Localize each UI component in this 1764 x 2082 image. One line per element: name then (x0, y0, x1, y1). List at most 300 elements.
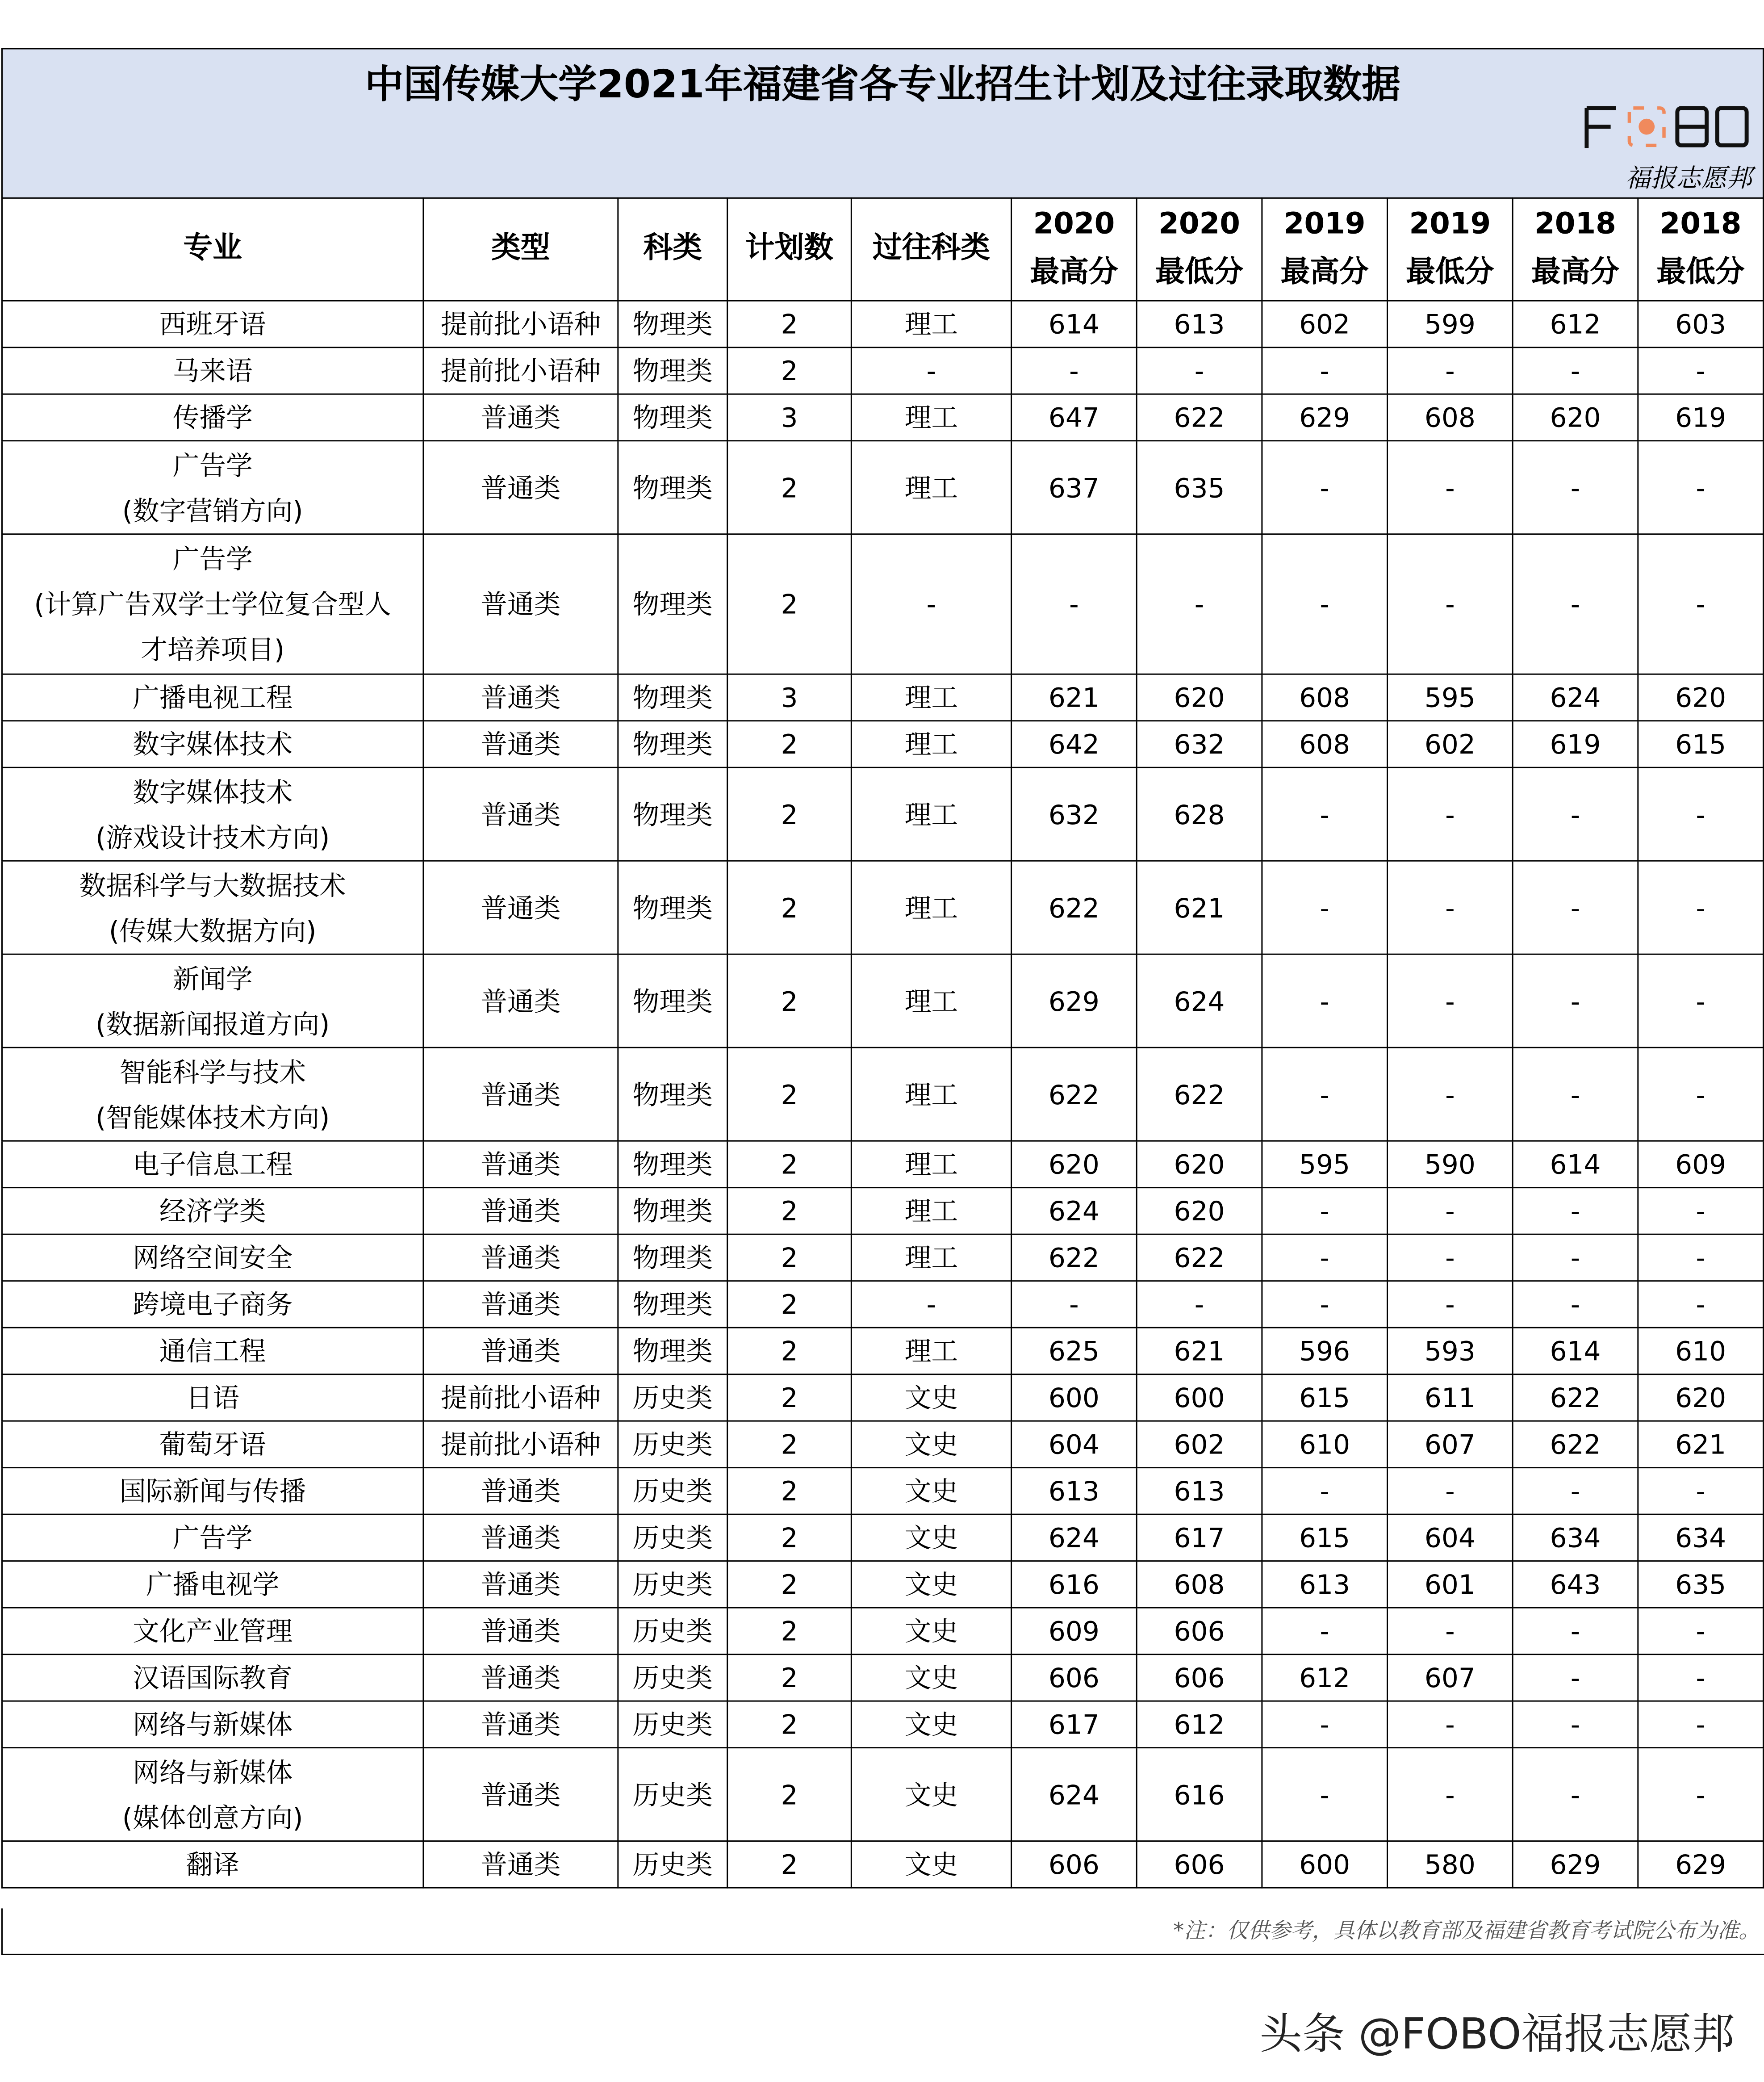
score-2018-max: - (1513, 1047, 1638, 1141)
score-2018-min: 610 (1638, 1328, 1764, 1374)
major-name-cell (2, 1561, 423, 1608)
watermark: 头条 @FOBO福报志愿邦 (1259, 2008, 1735, 2059)
score-2020-max: - (1012, 1281, 1137, 1328)
table-row (2, 1608, 1763, 1654)
major-name-line: 数字媒体技术 (133, 728, 293, 760)
score-2019-min: 602 (1388, 721, 1513, 767)
past-subject-cell: - (851, 534, 1011, 674)
column-header-line: 2020 (1033, 208, 1115, 242)
score-2018-min: 621 (1638, 1421, 1764, 1467)
major-name-line: 电子信息工程 (133, 1148, 293, 1181)
score-2019-max: 600 (1262, 1841, 1388, 1888)
major-name-cell (2, 534, 423, 674)
score-2018-max: - (1513, 1608, 1638, 1654)
subject-cell: 历史类 (618, 1701, 727, 1747)
table-row (2, 1047, 1763, 1141)
major-name-cell (2, 441, 423, 534)
score-2019-max: - (1262, 534, 1388, 674)
subject-cell: 物理类 (618, 861, 727, 954)
score-2018-min: - (1638, 1468, 1764, 1514)
major-name-line: 广播电视工程 (133, 681, 293, 714)
major-name-line: 广告学 (172, 1521, 253, 1554)
score-2018-min: - (1638, 441, 1764, 534)
subject-cell: 物理类 (618, 1281, 727, 1328)
score-2020-min: 622 (1137, 1234, 1262, 1281)
table-row (2, 861, 1763, 954)
subject-cell: 物理类 (618, 441, 727, 534)
score-2020-min: 606 (1137, 1841, 1262, 1888)
plan-count-cell: 2 (727, 1047, 852, 1141)
column-header (727, 198, 852, 301)
score-2019-max: - (1262, 441, 1388, 534)
type-cell: 普通类 (423, 394, 618, 440)
score-2020-max: - (1012, 348, 1137, 394)
past-subject-cell: 理工 (851, 674, 1011, 721)
score-2019-max: - (1262, 348, 1388, 394)
table-row (2, 441, 1763, 534)
score-2018-max: - (1513, 441, 1638, 534)
score-2020-min: 600 (1137, 1374, 1262, 1421)
column-header (1137, 198, 1262, 301)
score-2018-max: - (1513, 1188, 1638, 1234)
major-name-line: 马来语 (172, 355, 253, 387)
score-2018-max: - (1513, 1748, 1638, 1841)
subject-cell: 物理类 (618, 1188, 727, 1234)
major-name-line: 广告学 (172, 448, 253, 481)
type-cell: 提前批小语种 (423, 348, 618, 394)
subject-cell: 历史类 (618, 1514, 727, 1561)
score-2020-min: 628 (1137, 767, 1262, 861)
major-name-line: (媒体创意方向) (122, 1801, 303, 1833)
score-2020-min: 606 (1137, 1608, 1262, 1654)
type-cell: 普通类 (423, 954, 618, 1047)
past-subject-cell: 文史 (851, 1561, 1011, 1608)
fobo-logo-icon (1581, 103, 1752, 151)
score-2020-max: 647 (1012, 394, 1137, 440)
type-cell: 普通类 (423, 534, 618, 674)
score-2019-max: 612 (1262, 1655, 1388, 1701)
table-header-row (2, 198, 1763, 301)
subject-cell: 历史类 (618, 1468, 727, 1514)
major-name-cell (2, 394, 423, 440)
past-subject-cell: 理工 (851, 1234, 1011, 1281)
score-2018-max: 614 (1513, 1141, 1638, 1187)
score-2018-max: - (1513, 534, 1638, 674)
major-name-line: 国际新闻与传播 (119, 1475, 306, 1507)
score-2018-max: 634 (1513, 1514, 1638, 1561)
score-2020-max: 609 (1012, 1608, 1137, 1654)
past-subject-cell: 理工 (851, 301, 1011, 347)
column-header-line: 2020 (1158, 208, 1240, 242)
subject-cell: 物理类 (618, 674, 727, 721)
score-2020-min: 620 (1137, 1188, 1262, 1234)
type-cell: 提前批小语种 (423, 301, 618, 347)
score-2018-min: - (1638, 1234, 1764, 1281)
major-name-cell (2, 1188, 423, 1234)
subject-cell: 历史类 (618, 1561, 727, 1608)
type-cell: 普通类 (423, 1234, 618, 1281)
major-name-cell (2, 1421, 423, 1467)
major-name-cell (2, 1514, 423, 1561)
score-2019-max: 608 (1262, 721, 1388, 767)
plan-count-cell: 2 (727, 954, 852, 1047)
table-row (2, 1655, 1763, 1701)
score-2019-min: 608 (1388, 394, 1513, 440)
score-2020-max: 606 (1012, 1841, 1137, 1888)
plan-count-cell: 2 (727, 767, 852, 861)
score-2020-min: 606 (1137, 1655, 1262, 1701)
score-2020-max: 632 (1012, 767, 1137, 861)
plan-count-cell: 2 (727, 721, 852, 767)
major-name-cell (2, 721, 423, 767)
plan-count-cell: 2 (727, 534, 852, 674)
plan-count-cell: 2 (727, 1468, 852, 1514)
score-2019-min: 590 (1388, 1141, 1513, 1187)
type-cell: 普通类 (423, 767, 618, 861)
score-2020-min: 622 (1137, 394, 1262, 440)
column-header-line: 专业 (183, 232, 242, 266)
score-2019-max: 608 (1262, 674, 1388, 721)
plan-count-cell: 2 (727, 1561, 852, 1608)
major-name-cell (2, 1608, 423, 1654)
score-2018-max: - (1513, 861, 1638, 954)
major-name-line: 数据科学与大数据技术 (79, 869, 346, 901)
subject-cell: 物理类 (618, 767, 727, 861)
major-name-cell (2, 1655, 423, 1701)
subject-cell: 历史类 (618, 1748, 727, 1841)
major-name-line: (传媒大数据方向) (109, 914, 317, 947)
score-2020-max: 624 (1012, 1188, 1137, 1234)
table-row (2, 1701, 1763, 1747)
table-row (2, 1468, 1763, 1514)
table-row (2, 301, 1763, 347)
column-header-line: 2019 (1409, 208, 1491, 242)
table-row (2, 1374, 1763, 1421)
subject-cell: 物理类 (618, 534, 727, 674)
past-subject-cell: 理工 (851, 441, 1011, 534)
type-cell: 普通类 (423, 1328, 618, 1374)
score-2018-min: - (1638, 1701, 1764, 1747)
table-row (2, 394, 1763, 440)
score-2020-max: 613 (1012, 1468, 1137, 1514)
past-subject-cell: 理工 (851, 394, 1011, 440)
plan-count-cell: 2 (727, 348, 852, 394)
score-2018-max: - (1513, 1281, 1638, 1328)
score-2018-max: 622 (1513, 1421, 1638, 1467)
type-cell: 普通类 (423, 1561, 618, 1608)
score-2018-max: - (1513, 1234, 1638, 1281)
major-name-line: (计算广告双学士学位复合型人 (34, 588, 391, 620)
score-2019-min: 593 (1388, 1328, 1513, 1374)
table-row (2, 1281, 1763, 1328)
subject-cell: 物理类 (618, 394, 727, 440)
column-header-line: 过往科类 (873, 232, 990, 266)
score-2019-min: - (1388, 767, 1513, 861)
major-name-line: (数字营销方向) (122, 494, 303, 526)
score-2020-min: - (1137, 534, 1262, 674)
score-2019-max: - (1262, 1701, 1388, 1747)
score-2018-max: 624 (1513, 674, 1638, 721)
subject-cell: 历史类 (618, 1608, 727, 1654)
score-2019-min: - (1388, 954, 1513, 1047)
score-2020-min: 620 (1137, 674, 1262, 721)
major-name-cell (2, 861, 423, 954)
type-cell: 普通类 (423, 1468, 618, 1514)
score-2018-min: - (1638, 1748, 1764, 1841)
score-2020-max: 624 (1012, 1514, 1137, 1561)
score-2018-min: - (1638, 348, 1764, 394)
past-subject-cell: - (851, 348, 1011, 394)
table-row (2, 348, 1763, 394)
score-2018-min: 619 (1638, 394, 1764, 440)
score-2020-min: 635 (1137, 441, 1262, 534)
score-2019-max: 615 (1262, 1374, 1388, 1421)
table-row (2, 721, 1763, 767)
score-2019-min: 601 (1388, 1561, 1513, 1608)
past-subject-cell: 文史 (851, 1468, 1011, 1514)
score-2019-min: 580 (1388, 1841, 1513, 1888)
score-2018-max: 643 (1513, 1561, 1638, 1608)
page-title: 中国传媒大学2021年福建省各专业招生计划及过往录取数据 (364, 61, 1400, 107)
logo-subtitle: 福报志愿邦 (1625, 164, 1752, 193)
major-name-line: (数据新闻报道方向) (96, 1007, 330, 1040)
score-2019-min: 607 (1388, 1421, 1513, 1467)
score-2020-max: 622 (1012, 1047, 1137, 1141)
major-name-line: 网络与新媒体 (133, 1708, 293, 1741)
plan-count-cell: 2 (727, 1141, 852, 1187)
table-row (2, 1141, 1763, 1187)
score-2020-max: 614 (1012, 301, 1137, 347)
score-2018-min: - (1638, 954, 1764, 1047)
score-2020-max: 616 (1012, 1561, 1137, 1608)
plan-count-cell: 2 (727, 1701, 852, 1747)
plan-count-cell: 2 (727, 1328, 852, 1374)
major-name-cell (2, 348, 423, 394)
score-2020-min: 608 (1137, 1561, 1262, 1608)
score-2018-min: 609 (1638, 1141, 1764, 1187)
major-name-line: 网络与新媒体 (133, 1755, 293, 1788)
score-2018-min: - (1638, 861, 1764, 954)
score-2019-max: - (1262, 1234, 1388, 1281)
subject-cell: 历史类 (618, 1421, 727, 1467)
column-header (2, 198, 423, 301)
table-row (2, 767, 1763, 861)
column-header-line: 最低分 (1406, 256, 1494, 289)
past-subject-cell: 理工 (851, 1328, 1011, 1374)
type-cell: 普通类 (423, 1701, 618, 1747)
major-name-cell (2, 1281, 423, 1328)
column-header-line: 最高分 (1280, 256, 1369, 289)
type-cell: 普通类 (423, 1655, 618, 1701)
score-2020-max: 620 (1012, 1141, 1137, 1187)
past-subject-cell: 理工 (851, 767, 1011, 861)
type-cell: 普通类 (423, 1841, 618, 1888)
score-2018-max: - (1513, 767, 1638, 861)
column-header (1012, 198, 1137, 301)
score-2019-max: 613 (1262, 1561, 1388, 1608)
score-2020-min: 613 (1137, 1468, 1262, 1514)
major-name-cell (2, 1701, 423, 1747)
score-2019-min: - (1388, 1608, 1513, 1654)
score-2018-min: 629 (1638, 1841, 1764, 1888)
major-name-line: 文化产业管理 (133, 1615, 293, 1647)
major-name-cell (2, 301, 423, 347)
past-subject-cell: 理工 (851, 861, 1011, 954)
subject-cell: 物理类 (618, 1234, 727, 1281)
score-2020-max: 642 (1012, 721, 1137, 767)
major-name-cell (2, 1234, 423, 1281)
major-name-line: (智能媒体技术方向) (96, 1101, 330, 1133)
past-subject-cell: 文史 (851, 1748, 1011, 1841)
table-row (2, 954, 1763, 1047)
score-2018-max: - (1513, 1701, 1638, 1747)
score-2019-max: 615 (1262, 1514, 1388, 1561)
major-name-line: 西班牙语 (159, 308, 266, 340)
score-2019-min: - (1388, 861, 1513, 954)
score-2018-max: 619 (1513, 721, 1638, 767)
score-2018-min: - (1638, 767, 1764, 861)
column-header-line: 科类 (643, 232, 702, 266)
score-2018-max: - (1513, 348, 1638, 394)
score-2019-max: - (1262, 1281, 1388, 1328)
score-2019-min: - (1388, 348, 1513, 394)
past-subject-cell: 理工 (851, 721, 1011, 767)
score-2019-max: - (1262, 861, 1388, 954)
subject-cell: 物理类 (618, 301, 727, 347)
major-name-line: 日语 (186, 1382, 239, 1414)
major-name-cell (2, 1748, 423, 1841)
score-2019-max: - (1262, 1047, 1388, 1141)
score-2020-max: - (1012, 534, 1137, 674)
major-name-line: 网络空间安全 (133, 1241, 293, 1274)
score-2018-min: - (1638, 1655, 1764, 1701)
score-2020-min: 602 (1137, 1421, 1262, 1467)
past-subject-cell: 理工 (851, 1141, 1011, 1187)
column-header-line: 2018 (1659, 208, 1742, 242)
score-2019-max: - (1262, 954, 1388, 1047)
plan-count-cell: 2 (727, 1841, 852, 1888)
column-header-line: 计划数 (745, 232, 833, 266)
plan-count-cell: 2 (727, 1421, 852, 1467)
footnote: *注：仅供参考，具体以教育部及福建省教育考试院公布为准。 (1, 1908, 1764, 1955)
table-row (2, 674, 1763, 721)
type-cell: 普通类 (423, 1608, 618, 1654)
major-name-line: 经济学类 (159, 1195, 266, 1227)
score-2020-min: 616 (1137, 1748, 1262, 1841)
table-row (2, 1561, 1763, 1608)
major-name-cell (2, 1328, 423, 1374)
major-name-line: 才培养项目) (141, 633, 285, 666)
major-name-line: 汉语国际教育 (133, 1662, 293, 1694)
plan-count-cell: 2 (727, 1748, 852, 1841)
score-2019-min: 595 (1388, 674, 1513, 721)
subject-cell: 历史类 (618, 1841, 727, 1888)
score-2019-max: 629 (1262, 394, 1388, 440)
score-2020-min: 617 (1137, 1514, 1262, 1561)
plan-count-cell: 2 (727, 1188, 852, 1234)
score-2020-min: 632 (1137, 721, 1262, 767)
major-name-cell (2, 674, 423, 721)
score-2020-max: 637 (1012, 441, 1137, 534)
past-subject-cell: 理工 (851, 954, 1011, 1047)
score-2020-max: 625 (1012, 1328, 1137, 1374)
score-2018-min: 634 (1638, 1514, 1764, 1561)
type-cell: 提前批小语种 (423, 1374, 618, 1421)
past-subject-cell: 文史 (851, 1374, 1011, 1421)
score-2018-max: 622 (1513, 1374, 1638, 1421)
type-cell: 普通类 (423, 1514, 618, 1561)
column-header (1262, 198, 1388, 301)
score-2018-max: - (1513, 954, 1638, 1047)
type-cell: 普通类 (423, 441, 618, 534)
major-name-cell (2, 1047, 423, 1141)
major-name-cell (2, 1468, 423, 1514)
score-2018-min: - (1638, 1047, 1764, 1141)
subject-cell: 物理类 (618, 954, 727, 1047)
score-2019-min: - (1388, 441, 1513, 534)
score-2018-max: - (1513, 1468, 1638, 1514)
plan-count-cell: 2 (727, 301, 852, 347)
score-2018-min: - (1638, 534, 1764, 674)
subject-cell: 物理类 (618, 348, 727, 394)
score-2019-max: - (1262, 1608, 1388, 1654)
subject-cell: 物理类 (618, 1328, 727, 1374)
type-cell: 普通类 (423, 1188, 618, 1234)
column-header-line: 最低分 (1656, 256, 1745, 289)
major-name-line: 通信工程 (159, 1335, 266, 1367)
score-2018-min: 635 (1638, 1561, 1764, 1608)
score-2020-min: 620 (1137, 1141, 1262, 1187)
score-2019-max: - (1262, 1468, 1388, 1514)
score-2018-max: 614 (1513, 1328, 1638, 1374)
score-2019-max: 596 (1262, 1328, 1388, 1374)
plan-count-cell: 3 (727, 394, 852, 440)
type-cell: 普通类 (423, 674, 618, 721)
score-2020-min: 621 (1137, 861, 1262, 954)
score-2018-min: - (1638, 1281, 1764, 1328)
type-cell: 普通类 (423, 861, 618, 954)
score-2020-max: 624 (1012, 1748, 1137, 1841)
score-2019-min: - (1388, 1188, 1513, 1234)
plan-count-cell: 2 (727, 441, 852, 534)
major-name-line: 广告学 (172, 543, 253, 575)
column-header (1388, 198, 1513, 301)
score-2018-min: 603 (1638, 301, 1764, 347)
admission-table (1, 197, 1764, 1889)
score-2018-max: - (1513, 1655, 1638, 1701)
score-2019-max: 610 (1262, 1421, 1388, 1467)
subject-cell: 历史类 (618, 1374, 727, 1421)
table-row (2, 1188, 1763, 1234)
score-2020-max: 629 (1012, 954, 1137, 1047)
plan-count-cell: 2 (727, 1514, 852, 1561)
major-name-line: 翻译 (186, 1848, 239, 1881)
table-row (2, 1841, 1763, 1888)
score-2019-min: - (1388, 534, 1513, 674)
score-2019-min: - (1388, 1234, 1513, 1281)
table-row (2, 1328, 1763, 1374)
column-header-line: 最高分 (1030, 256, 1118, 289)
major-name-cell (2, 1141, 423, 1187)
score-2019-min: - (1388, 1748, 1513, 1841)
score-2019-min: 607 (1388, 1655, 1513, 1701)
table-row (2, 1421, 1763, 1467)
column-header (1638, 198, 1764, 301)
score-2018-min: - (1638, 1608, 1764, 1654)
column-header-line: 2019 (1283, 208, 1366, 242)
score-2019-max: 602 (1262, 301, 1388, 347)
plan-count-cell: 2 (727, 1655, 852, 1701)
